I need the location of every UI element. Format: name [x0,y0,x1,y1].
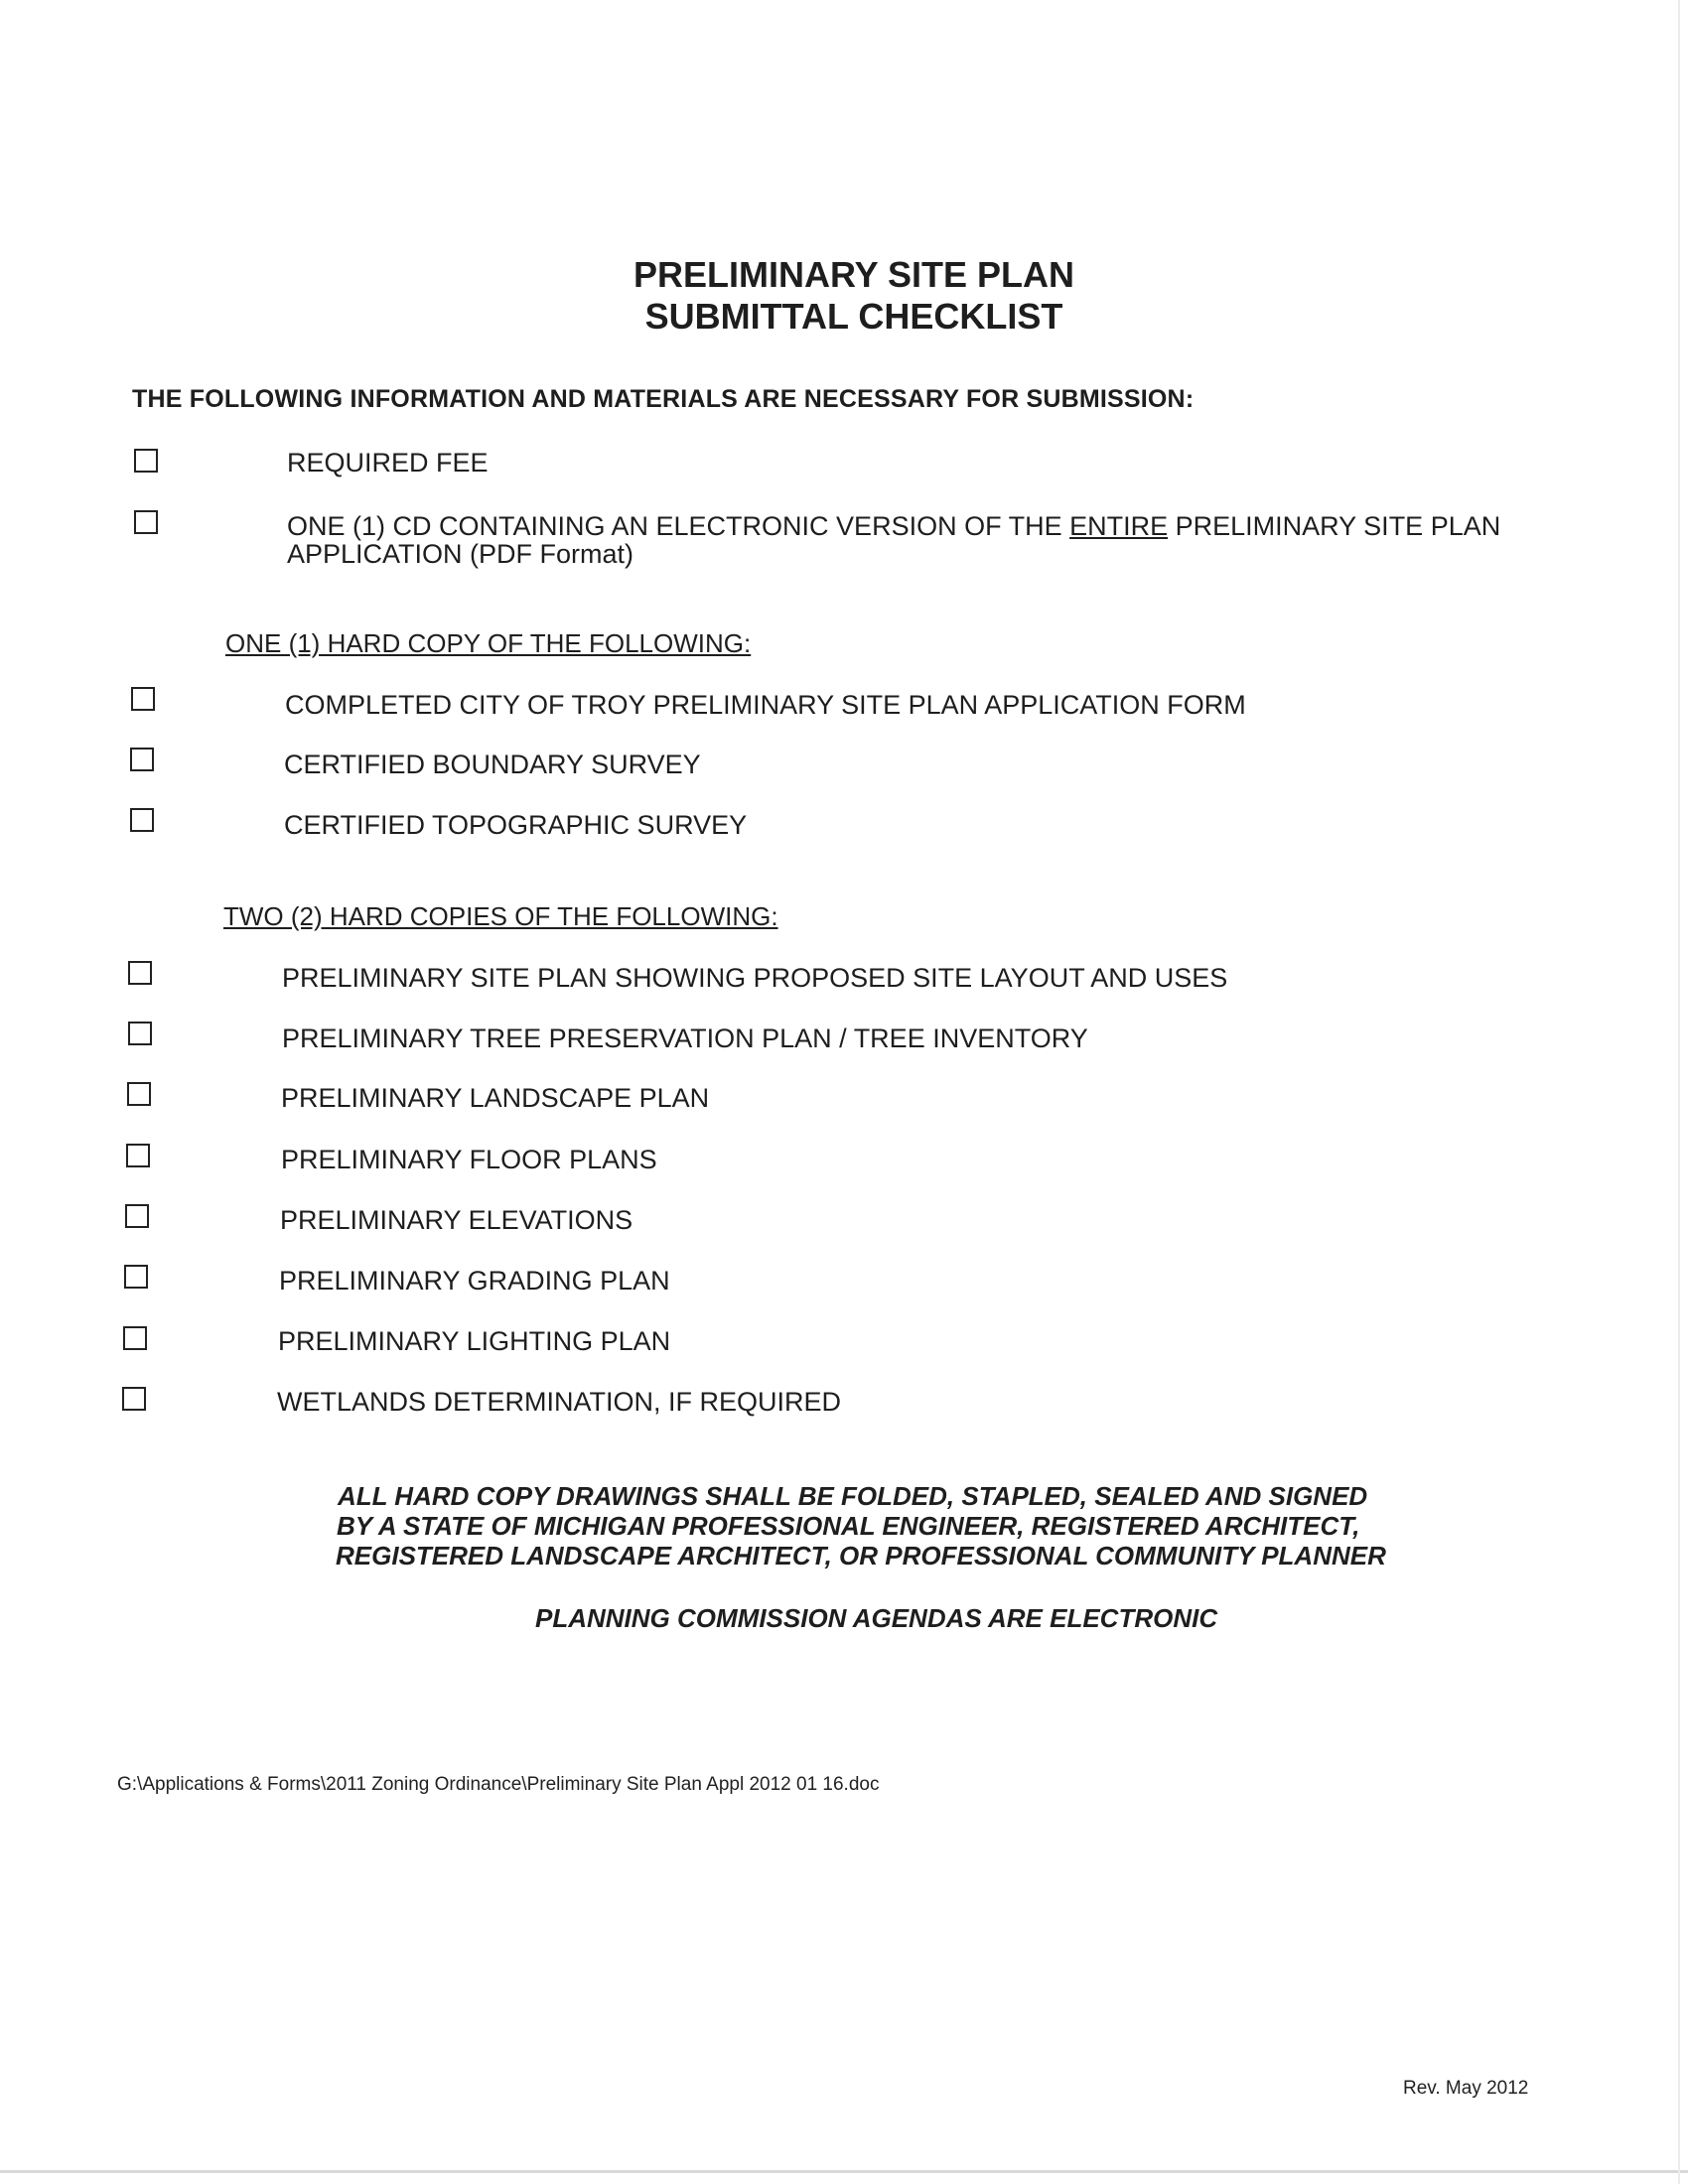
item-label-part: ONE (1) CD CONTAINING AN ELECTRONIC VERSION OF THE [287,511,1070,541]
checkbox[interactable] [126,1144,150,1167]
item-label: PRELIMINARY ELEVATIONS [280,1205,633,1235]
agenda-note: PLANNING COMMISSION AGENDAS ARE ELECTRONIC [535,1603,1218,1633]
item-label: PRELIMINARY LANDSCAPE PLAN [281,1083,710,1113]
checkbox[interactable] [128,961,152,985]
checkbox[interactable] [134,510,158,534]
item-label: CERTIFIED TOPOGRAPHIC SURVEY [284,810,748,840]
revision-date: Rev. May 2012 [1403,2078,1529,2099]
item-label: WETLANDS DETERMINATION, IF REQUIRED [277,1387,842,1417]
item-label: PRELIMINARY LIGHTING PLAN [278,1326,671,1356]
checkbox[interactable] [131,687,155,711]
item-label: COMPLETED CITY OF TROY PRELIMINARY SITE PLAN APPLICATION FORM [285,690,1246,720]
checkbox[interactable] [128,1022,152,1045]
item-label: PRELIMINARY SITE PLAN SHOWING PROPOSED SITE LAYOUT AND USES [282,963,1228,993]
section-heading-two-copies: TWO (2) HARD COPIES OF THE FOLLOWING: [223,901,778,931]
page-title-line1: PRELIMINARY SITE PLAN [633,254,1075,295]
checkbox[interactable] [122,1387,146,1411]
item-label [287,512,1500,540]
checkbox[interactable] [134,449,158,473]
note-line-2: BY A STATE OF MICHIGAN PROFESSIONAL ENGINEER, REGISTERED ARCHITECT, [337,1511,1360,1541]
item-label-part: PRELIMINARY SITE PLAN [1168,511,1501,541]
item-label-line2: APPLICATION (PDF Format) [287,539,634,569]
checkbox[interactable] [130,808,154,832]
checkbox[interactable] [130,748,154,771]
checkbox[interactable] [127,1082,151,1106]
intro-heading: THE FOLLOWING INFORMATION AND MATERIALS ARE NECESSARY FOR SUBMISSION: [132,385,1195,413]
page-title-line2: SUBMITTAL CHECKLIST [644,296,1063,337]
file-path: G:\Applications & Forms\2011 Zoning Ordinance\Preliminary Site Plan Appl 2012 01 16.doc [117,1774,880,1795]
scan-edge-bottom [0,2170,1688,2173]
section-heading-one-copy: ONE (1) HARD COPY OF THE FOLLOWING: [225,628,752,658]
item-label-underlined: ENTIRE [1069,511,1169,541]
item-label: CERTIFIED BOUNDARY SURVEY [284,750,701,779]
checkbox[interactable] [123,1326,147,1350]
note-line-1: ALL HARD COPY DRAWINGS SHALL BE FOLDED, STAPLED, SEALED AND SIGNED [338,1481,1368,1511]
item-label: REQUIRED FEE [287,448,489,478]
checkbox[interactable] [124,1265,148,1289]
item-label: PRELIMINARY GRADING PLAN [279,1266,670,1296]
item-label: PRELIMINARY TREE PRESERVATION PLAN / TREE INVENTORY [282,1024,1088,1053]
scan-edge-right [1678,0,1680,2184]
checkbox[interactable] [125,1204,149,1228]
item-label: PRELIMINARY FLOOR PLANS [281,1145,657,1174]
note-line-3: REGISTERED LANDSCAPE ARCHITECT, OR PROFESSIONAL COMMUNITY PLANNER [336,1541,1386,1570]
